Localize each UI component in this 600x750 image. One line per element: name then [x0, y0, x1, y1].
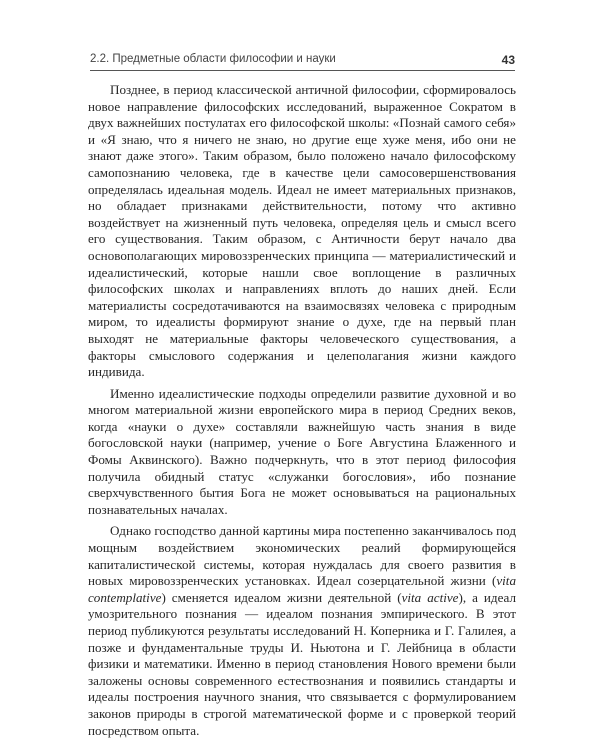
- section-title: 2.2. Предметные области философии и науки: [90, 53, 336, 65]
- latin-term-vita-contemplative: vita contemplative: [88, 573, 516, 605]
- body-text: [88, 82, 516, 744]
- paragraph-3-part-2: ) сменяется идеалом жизни деятельной (: [161, 589, 402, 605]
- header-rule: [90, 70, 515, 71]
- running-header: [90, 53, 515, 69]
- paragraph-3-part-1: Однако господство данной картины мира постепенно заканчивалось под мощным воздействием экономических реалий формирующейся капиталистической системы, которая нуждалась для своего развития в новых мировоззренческих установках. Идеал созерцательной жизни (: [88, 523, 516, 589]
- latin-term-vita-active: vita active: [401, 589, 459, 605]
- paragraph-1: Позднее, в период классической античной философии, сформировалось новое направление философских исследований, выраженное Сократом в двух важнейших постулатах его философской школы: «Познай самого себя» и «Я знаю, что я ничего не знаю, но другие еще хуже меня, ибо они не знают даже этого». Таким образом, было положено начало философскому самопознанию человека, где в качестве цели самосовершенствования определялась идеальная модель. Идеал не имеет материальных признаков, но обладает признаками действительности, потому что активно воздействует на жизненный путь человека, определяя цель и смысл всего его существования. Таким образом, с Античности берут начало два основополагающих мировоззренческих принципа — материалистический и идеалистический, которые нашли свое воплощение в различных философских школах и направлениях вплоть до наших дней. Если материалисты сосредотачиваются на взаимосвязях человека с природным миром, то идеалисты формируют знание о духе, где на первый план выходят не материальные факторы человеческого существования, а факторы смыслового содержания и целеполагания жизни каждого индивида.: [88, 82, 516, 380]
- paragraph-3-part-3: ), а идеал умозрительного познания — идеалом познания эмпирического. В этот период публикуются результаты исследований Н. Коперника и Г. Галилея, а позже и фундаментальные труды И. Ньютона и Г. Лейбница в области физики и математики. Именно в период становления Нового времени были заложены основы современного естествознания и появились стандарты и идеалы построения научного знания, что связывается с формулированием законов природы в строгой математической форме и с проверкой теорий посредством опыта.: [88, 589, 517, 738]
- page-number: 43: [501, 53, 515, 67]
- paragraph-2: Именно идеалистические подходы определили развитие духовной и во многом материальной жизни европейского мира в период Средних веков, когда «науки о духе» составляли важнейшую часть знания в виде богословской науки (например, учение о Боге Августина Блаженного и Фомы Аквинского). Важно подчеркнуть, что в этот период философия получила обидный статус «служанки богословия», ибо познание сверхчувственного бытия Бога не может основываться на рациональных познавательных началах.: [88, 385, 516, 517]
- paragraph-3: [88, 523, 516, 739]
